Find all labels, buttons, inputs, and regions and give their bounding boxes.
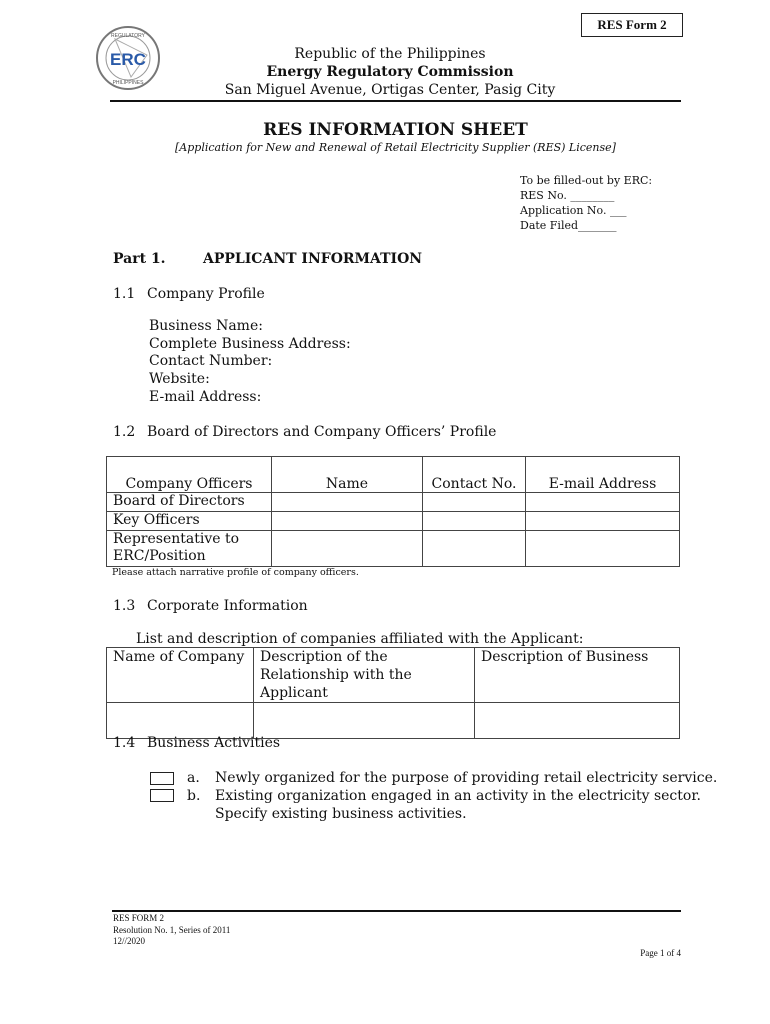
website-field[interactable]: Website: xyxy=(149,371,210,387)
option-a-text: Newly organized for the purpose of providing retail electricity service. xyxy=(215,770,718,786)
header-divider xyxy=(110,100,681,102)
section-1-4-number: 1.4 xyxy=(113,735,136,751)
section-1-3-number: 1.3 xyxy=(113,598,136,614)
option-a-letter: a. xyxy=(187,770,200,786)
erc-use-block xyxy=(520,173,652,233)
table-row xyxy=(107,493,680,512)
table-cell[interactable] xyxy=(526,531,680,567)
table-cell[interactable] xyxy=(423,512,526,531)
affiliates-table xyxy=(106,647,680,739)
section-1-2-number: 1.2 xyxy=(113,424,136,440)
column-header: Company Officers xyxy=(107,457,272,493)
footer-divider xyxy=(112,910,681,912)
table-cell[interactable] xyxy=(475,703,680,739)
footer-form: RES FORM 2 xyxy=(113,913,165,923)
svg-text:PHILIPPINES: PHILIPPINES xyxy=(112,80,144,86)
column-header: E-mail Address xyxy=(526,457,680,493)
header-address: San Miguel Avenue, Ortigas Center, Pasig City xyxy=(224,82,556,98)
date-filed-field: Date Filed_______ xyxy=(520,219,617,232)
application-no-field: Application No. ___ xyxy=(520,204,627,217)
table-row xyxy=(107,703,680,739)
page-number: Page 1 of 4 xyxy=(640,948,681,958)
table-header-row xyxy=(107,648,680,703)
table-cell[interactable] xyxy=(272,531,423,567)
svg-text:REGULATORY: REGULATORY xyxy=(111,33,145,39)
header-agency: Energy Regulatory Commission xyxy=(266,64,514,80)
option-a-checkbox[interactable] xyxy=(150,772,174,785)
table-cell[interactable] xyxy=(272,493,423,512)
table-row xyxy=(107,512,680,531)
column-header: Description of Business xyxy=(475,648,680,703)
footer-resolution: Resolution No. 1, Series of 2011 xyxy=(113,925,231,935)
section-1-1-number: 1.1 xyxy=(113,286,136,302)
document-subtitle: [Application for New and Renewal of Retail Electricity Supplier (RES) License] xyxy=(175,141,616,154)
row-label: Key Officers xyxy=(107,512,272,531)
contact-number-field[interactable]: Contact Number: xyxy=(149,353,273,369)
part-title: APPLICANT INFORMATION xyxy=(203,251,423,267)
row-label: Representative to ERC/Position xyxy=(107,531,272,567)
row-label: Board of Directors xyxy=(107,493,272,512)
table-cell[interactable] xyxy=(272,512,423,531)
erc-seal-icon xyxy=(95,25,161,91)
section-1-2-title: Board of Directors and Company Officers’ Profile xyxy=(147,424,497,440)
table-cell[interactable] xyxy=(107,703,254,739)
option-b-detail: Specify existing business activities. xyxy=(215,806,467,822)
table-cell[interactable] xyxy=(423,531,526,567)
section-1-4-title: Business Activities xyxy=(147,735,281,751)
table-cell[interactable] xyxy=(526,493,680,512)
document-title: RES INFORMATION SHEET xyxy=(263,120,528,140)
column-header: Contact No. xyxy=(423,457,526,493)
table-header-row xyxy=(107,457,680,493)
res-no-field: RES No. ________ xyxy=(520,189,615,202)
business-name-field[interactable]: Business Name: xyxy=(149,318,263,334)
officers-table xyxy=(106,456,680,567)
option-b-checkbox[interactable] xyxy=(150,789,174,802)
business-address-field[interactable]: Complete Business Address: xyxy=(149,336,351,352)
affiliates-intro: List and description of companies affiliated with the Applicant: xyxy=(136,631,584,647)
header-republic: Republic of the Philippines xyxy=(294,46,486,62)
option-b-text: Existing organization engaged in an activity in the electricity sector. xyxy=(215,788,701,804)
section-1-3-title: Corporate Information xyxy=(147,598,308,614)
table-cell[interactable] xyxy=(254,703,475,739)
table-row xyxy=(107,531,680,567)
option-b-letter: b. xyxy=(187,788,201,804)
email-address-field[interactable]: E-mail Address: xyxy=(149,389,262,405)
part-number: Part 1. xyxy=(113,251,166,267)
erc-use-heading: To be filled-out by ERC: xyxy=(520,174,653,187)
form-number-badge: RES Form 2 xyxy=(581,13,683,37)
officers-note: Please attach narrative profile of company officers. xyxy=(112,567,359,578)
table-cell[interactable] xyxy=(423,493,526,512)
section-1-1-title: Company Profile xyxy=(147,286,265,302)
table-cell[interactable] xyxy=(526,512,680,531)
column-header: Description of the Relationship with the Applicant xyxy=(254,648,475,703)
column-header: Name xyxy=(272,457,423,493)
svg-text:ERC: ERC xyxy=(110,50,146,69)
column-header: Name of Company xyxy=(107,648,254,703)
footer-date: 12//2020 xyxy=(113,936,146,946)
